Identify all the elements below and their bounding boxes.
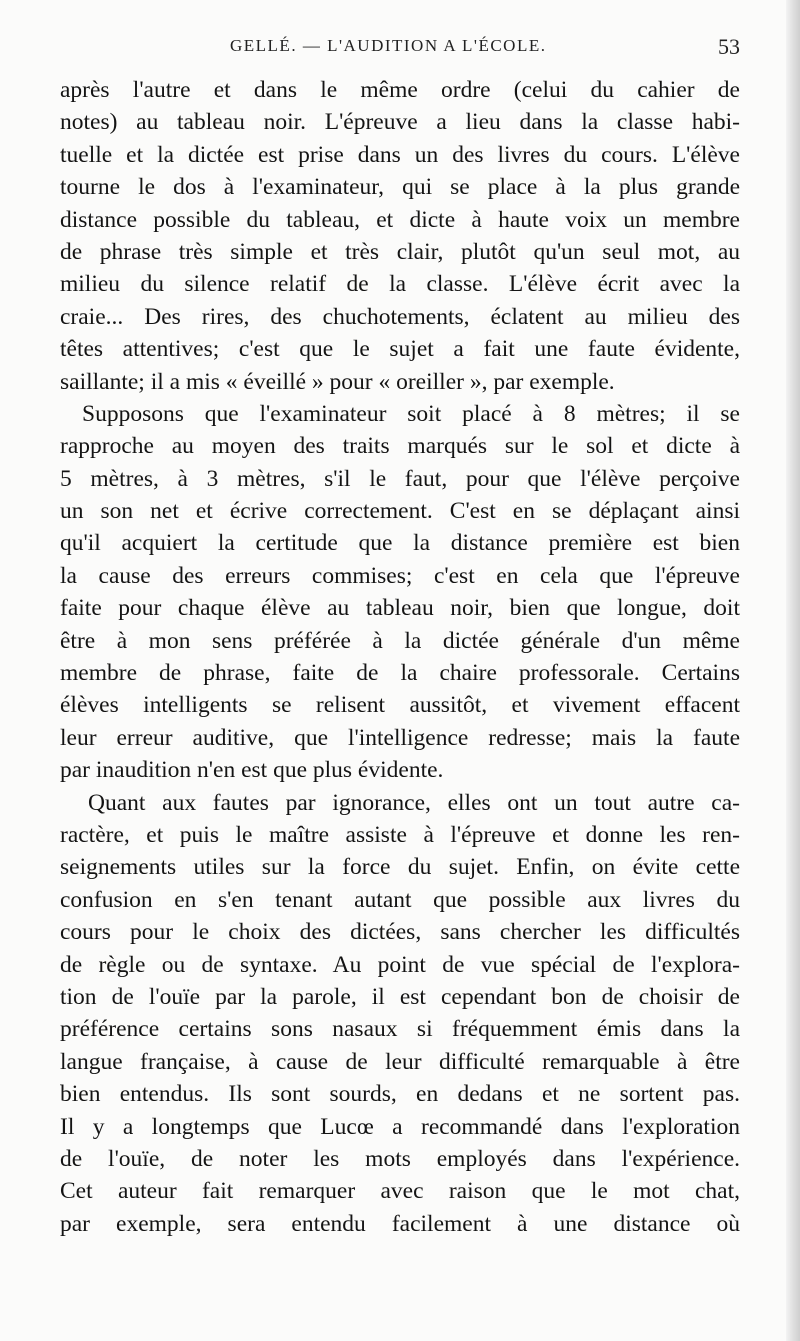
text-line: un son net et écrive correctement. C'est en se déplaçant ainsi: [60, 498, 740, 525]
text-line: craie... Des rires, des chuchotements, éclatent au milieu des: [60, 303, 740, 330]
page-header: [60, 36, 740, 66]
text-line: par inaudition n'en est que plus évidente.: [60, 757, 444, 784]
text-line: être à mon sens préférée à la dictée générale d'un même: [60, 627, 740, 654]
body-text: [60, 74, 740, 1240]
text-line: rapproche au moyen des traits marqués sur le sol et dicte à: [60, 433, 740, 460]
text-line: préférence certains sons nasaux si fréquemment émis dans la: [60, 1016, 740, 1043]
text-line: après l'autre et dans le même ordre (celui du cahier de: [60, 77, 740, 103]
text-line: Supposons que l'examinateur soit placé à 8 mètres; il se: [82, 400, 740, 427]
text-line: ractère, et puis le maître assiste à l'épreuve et donne les ren-: [60, 821, 740, 848]
text-line: langue française, à cause de leur difficulté remarquable à être: [60, 1048, 740, 1075]
text-line: Quant aux fautes par ignorance, elles ont un tout autre ca-: [88, 789, 740, 816]
text-line: seignements utiles sur la force du sujet. Enfin, on évite cette: [60, 854, 740, 881]
text-line: 5 mètres, à 3 mètres, s'il le faut, pour que l'élève perçoive: [60, 465, 740, 492]
text-line: notes) au tableau noir. L'épreuve a lieu dans la classe habi-: [60, 109, 740, 136]
text-line: de l'ouïe, de noter les mots employés dans l'expérience.: [60, 1145, 740, 1172]
text-line: leur erreur auditive, que l'intelligence redresse; mais la faute: [60, 724, 740, 751]
page-edge-shadow: [786, 0, 800, 1341]
text-line: Il y a longtemps que Lucœ a recommandé dans l'exploration: [60, 1113, 740, 1140]
text-line: faite pour chaque élève au tableau noir, bien que longue, doit: [60, 595, 740, 622]
text-line: par exemple, sera entendu facilement à une distance où: [60, 1210, 740, 1237]
text-line: bien entendus. Ils sont sourds, en dedans et ne sortent pas.: [60, 1081, 740, 1108]
text-line: cours pour le choix des dictées, sans chercher les difficultés: [60, 919, 740, 946]
text-line: milieu du silence relatif de la classe. L'élève écrit avec la: [60, 271, 740, 298]
text-line: Cet auteur fait remarquer avec raison que le mot chat,: [60, 1178, 740, 1205]
text-line: membre de phrase, faite de la chaire professorale. Certains: [60, 660, 740, 687]
page-number: 53: [718, 34, 740, 59]
text-line: distance possible du tableau, et dicte à haute voix un membre: [60, 206, 740, 233]
text-line: tourne le dos à l'examinateur, qui se place à la plus grande: [60, 174, 740, 201]
text-line: la cause des erreurs commises; c'est en cela que l'épreuve: [60, 562, 740, 589]
text-line: qu'il acquiert la certitude que la distance première est bien: [60, 530, 740, 557]
text-line: de phrase très simple et très clair, plutôt qu'un seul mot, au: [60, 238, 740, 265]
text-line: tion de l'ouïe par la parole, il est cependant bon de choisir de: [60, 983, 740, 1010]
text-line: têtes attentives; c'est que le sujet a fait une faute évidente,: [60, 336, 740, 363]
text-line: de règle ou de syntaxe. Au point de vue spécial de l'explora-: [60, 951, 740, 978]
text-line: tuelle et la dictée est prise dans un des livres du cours. L'élève: [60, 141, 740, 168]
running-head: GELLÉ. — L'AUDITION A L'ÉCOLE.: [230, 36, 547, 55]
text-line: confusion en s'en tenant autant que possible aux livres du: [60, 886, 740, 913]
text-line: saillante; il a mis « éveillé » pour « oreiller », par exemple.: [60, 368, 615, 395]
text-line: élèves intelligents se relisent aussitôt, et vivement effacent: [60, 692, 740, 719]
